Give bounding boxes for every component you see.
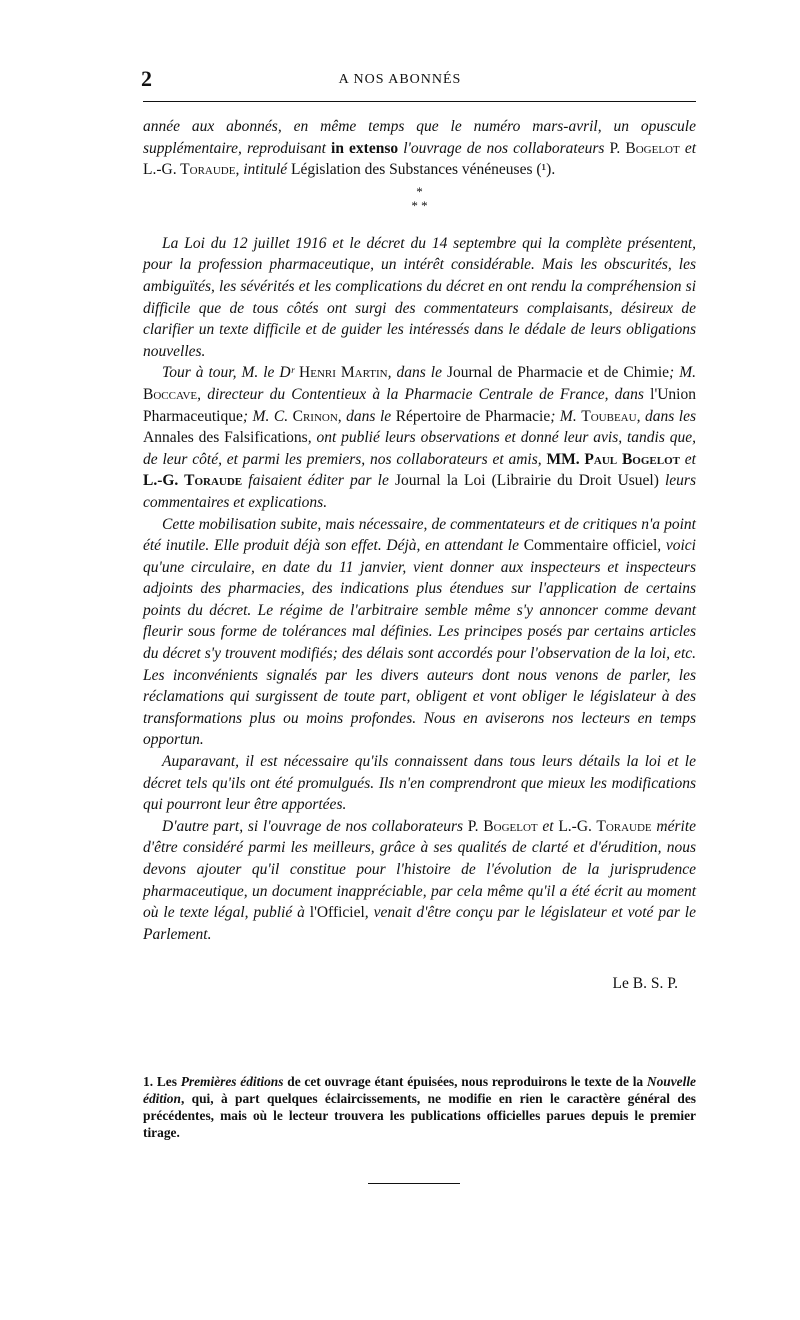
asterism: * * * — [411, 183, 428, 213]
paragraph-commentators: Tour à tour, M. le Dʳ Henri Martin, dans le Journal de Pharmacie et de Chimie; M. Boccave, directeur du Contentieux à la Pharmacie Centrale de France, dans l'Union Pharmaceutique; M. C. Crinon, dans le Répertoire de Pharmacie; M. Toubeau, dans les Annales des Falsifications, ont publié leurs observations et donné leur avis, tandis que, de leur côté, et parmi les premiers, nos collaborateurs et amis, MM. Paul Bogelot et L.-G. Toraude faisaient éditer par le Journal la Loi (Librairie du Droit Usuel) leurs commentaires et explications. — [143, 364, 696, 511]
footnote: 1. Les Premières éditions de cet ouvrage étant épuisées, nous reproduirons le texte de la Nouvelle édition, qui, à part quelques éclaircissements, ne modifie en rien le caractère général des précédentes, mais où le lecteur trouvera les publications officielles parues depuis le premier tirage. — [143, 1074, 697, 1140]
page-number: 2 — [141, 66, 152, 91]
header-rule — [143, 101, 696, 102]
paragraph-autre-part: D'autre part, si l'ouvrage de nos collaborateurs P. Bogelot et L.-G. Toraude mérite d'être considéré parmi les meilleurs, grâce à ses qualités de clarté et d'érudition, nous devons ajouter qu'il constitue pour l'histoire de l'évolution de la jurisprudence pharmaceutique, un document inappréciable, par cela même qu'il a été écrit au moment où le texte légal, publié à l'Officiel, venait d'être conçu par le législateur et voté par le Parlement. — [143, 817, 696, 943]
paragraph-mobilisation: Cette mobilisation subite, mais nécessaire, de commentateurs et de critiques n'a point été inutile. Elle produit déjà son effet. Déjà, en attendant le Commentaire officiel, voici qu'une circulaire, en date du 11 janvier, vient donner aux inspecteurs et inspecteurs adjoints des pharmacies, des indications plus étendues sur l'application de certains points du décret. Le régime de l'arbitraire semble même s'y annoncer comme devant fleurir sous forme de tolérances mal définies. Les principes posés par certains articles du décret s'y trouvent modifiés; des délais sont accordés pour l'observation de la loi, etc. Les inconvénients signalés par les divers auteurs dont nous venons de parler, les réclamations qui surgissent de toute part, obligent et vont obliger le législateur à des transformations plus ou moins profondes. Nous en aviserons nos lecteurs en temps opportun. — [143, 515, 696, 749]
end-rule — [368, 1183, 460, 1184]
body-text — [143, 116, 696, 995]
paragraph-continuation: année aux abonnés, en même temps que le numéro mars-avril, un opuscule supplémentaire, reproduisant in extenso l'ouvrage de nos collaborateurs P. Bogelot et L.-G. Toraude, intitulé Législation des Substances vénéneuses (¹). — [143, 118, 697, 179]
running-head: A NOS ABONNÉS — [338, 72, 462, 87]
paragraph-law: La Loi du 12 juillet 1916 et le décret du 14 septembre qui la complète présentent, pour la profession pharmaceutique, un intérêt considérable. Mais les obscurités, les ambiguïtés, les sévérités et les complications du décret en ont rendu la compréhension si difficile que de tous côtés ont surgi des commentateurs complaisants, désireux de clarifier un texte difficile et de guider les intéressés dans le dédale de leurs obligations nouvelles. — [143, 234, 696, 360]
paragraph-auparavant: Auparavant, il est nécessaire qu'ils connaissent dans tous leurs détails la loi et le décret tels qu'ils ont été promulgués. Ils n'en comprendront que mieux les modifications qui pourront leur être apportées. — [143, 753, 696, 814]
signature: Le B. S. P. — [612, 975, 678, 993]
